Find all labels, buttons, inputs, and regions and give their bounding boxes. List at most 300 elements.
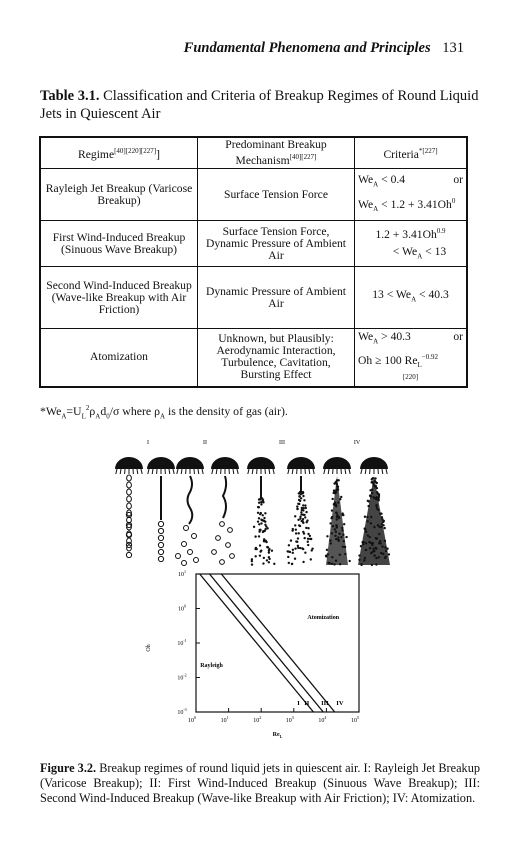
mechanism-cell: Unknown, but Plausibly: Aerodynamic Interaction, Turbulence, Cavitation, Bursting Effect [198,329,355,387]
spray-dot [388,553,390,555]
regime-cell: Rayleigh Jet Breakup (Varicose Breakup) [40,169,198,221]
spray-dot [326,535,328,537]
nozzle-icon [176,457,204,469]
spray-dot [363,559,365,561]
nozzle-icon [211,457,239,469]
spray-dot [338,533,340,535]
y-tick-exponent: 0 [184,603,186,609]
spray-dot [336,518,338,520]
breakup-regime-chart [146,569,359,739]
spray-dot [259,544,261,546]
nozzle-tooth [152,469,153,474]
y-tick-label: $10^{-2}$ [177,672,187,682]
nozzle-tooth [181,469,182,474]
jet-stream [223,476,226,518]
nozzle-icon [323,457,351,469]
nozzle-tooth [216,469,217,474]
nozzle-tooth [292,469,293,474]
spray-dot [325,555,327,557]
spray-dot [262,501,264,503]
spray-dot [335,511,337,513]
spray-dot [297,537,299,539]
spray-dot [262,514,264,516]
spray-dot [342,546,344,548]
spray-dot [331,556,333,558]
page-number: 131 [442,40,464,56]
regime-mark: IV [353,440,361,446]
spray-dot [273,563,275,565]
spray-dot [331,532,333,534]
spray-dot [257,520,259,522]
spray-dot [260,522,262,524]
x-tick-label: $10^0$ [188,715,196,724]
spray-dot [358,559,360,561]
nozzle-tooth [198,469,199,474]
spray-dot [370,522,372,524]
spray-dot [304,516,306,518]
regime-cell: Atomization [40,329,198,387]
spray-dot [375,537,377,539]
nozzle-tooth [116,469,117,474]
spray-dot [330,542,332,544]
spray-dot [298,532,300,534]
drop [158,535,163,540]
spray-dot [307,527,309,529]
spray-dot [310,538,312,540]
spray-dot [373,484,375,486]
drop [126,552,131,557]
drop [216,536,221,541]
spray-dot [342,514,344,516]
spray-dot [251,558,253,560]
spray-dot [386,547,388,549]
spray-dot [307,544,309,546]
spray-dot [373,526,375,528]
y-tick-label: $10^1$ [178,569,186,578]
spray-dot [377,524,379,526]
spray-dot [375,485,377,487]
spray-dot [310,558,312,560]
drop [220,560,225,565]
drop [182,542,187,547]
spray-dot [271,549,273,551]
drop [158,549,163,554]
spray-dot [332,525,334,527]
spray-dot [307,541,309,543]
spray-dot [364,527,366,529]
nozzle-tooth [202,469,203,474]
spray-dot [337,536,339,538]
nozzle-tooth [120,469,121,474]
spray-dot [331,563,333,565]
x-tick-label: $10^1$ [220,715,229,724]
spray-dot [254,535,256,537]
spray-dot [266,527,268,529]
drop [228,528,233,533]
spray-dot [340,536,342,538]
spray-dot [368,500,370,502]
spray-dot [365,531,367,533]
spray-dot [345,536,347,538]
spray-dot [259,513,261,515]
spray-dot [369,489,371,491]
table-caption-text: Classification and Criteria of Breakup Regimes of Round Liquid Jets in Quiescent Air [40,88,479,122]
spray-dot [336,516,338,518]
spray-dot [260,501,262,503]
spray-dot [374,497,376,499]
spray-dot [255,548,257,550]
spray-dot [381,516,383,518]
jet-stream [188,476,193,524]
spray-dot [374,477,376,479]
spray-dot [260,519,262,521]
x-tick-exponent: 5 [357,715,359,720]
spray-dot [365,542,367,544]
spray-dot [297,545,299,547]
spray-dot [382,521,384,523]
spray-dot [334,535,336,537]
regime-boundary-line [221,574,334,712]
spray-dot [378,495,380,497]
spray-dot [254,555,256,557]
spray-dot [268,561,270,563]
y-tick-exponent: -1 [183,638,187,643]
drop [192,534,197,539]
spray-dot [333,482,335,484]
spray-dot [264,530,266,532]
spray-dot [302,514,304,516]
spray-dot [311,548,313,550]
spray-dot [367,534,369,536]
spray-dot [304,551,306,553]
spray-dot [371,481,373,483]
spray-dot [305,507,307,509]
spray-dot [343,540,345,542]
spray-dot [373,550,375,552]
nozzle-tooth [288,469,289,474]
nozzle-icon [360,457,388,469]
chart-annotation: IV [336,699,344,707]
nozzle-tooth [386,469,387,474]
table-footnote: $*We_A=U_L^2\rho_Ad_0/\sigma$ where $\rho_A$ is the density of gas (air). [40,404,288,421]
x-tick-exponent: 4 [324,715,327,720]
spray-dot [366,516,368,518]
y-axis-label: Oh [146,644,152,652]
spray-dot [300,511,302,513]
spray-dot [360,563,362,565]
spray-dot [266,546,268,548]
chart-annotation: III [321,699,329,707]
spray-dot [330,517,332,519]
criteria-cell: $We_A < 0.4$ or $We_A < 1.2 + 3.41Oh^0$ [355,169,468,221]
spray-dot [266,559,268,561]
spray-dot [302,518,304,520]
spray-dot [298,495,300,497]
drop [182,561,187,566]
drop [194,558,199,563]
figure-caption-text: Breakup regimes of round liquid jets in quiescent air. I: Rayleigh Jet Breakup (Varicose Breakup); II: First Wind-Induced Breakup (Sinuous Wave Breakup); III: Second Wind-Induced Breakup (Wave-like Breakup with Air Friction); IV: Atomization. [40,761,480,805]
regime-boundary-line [210,574,324,712]
jet-bead [127,482,132,488]
nozzle-tooth [141,469,142,474]
drop [188,550,193,555]
spray-dot [302,507,304,509]
drop [220,522,225,527]
spray-dot [335,531,337,533]
spray-dot [337,486,339,488]
spray-dot [378,542,380,544]
regime-cell: First Wind-Induced Breakup (Sinuous Wave Breakup) [40,221,198,267]
spray-dot [307,538,309,540]
spray-dot [288,562,290,564]
spray-dot [287,556,289,558]
spray-dot [326,549,328,551]
spray-dot [382,524,384,526]
spray-dot [258,517,260,519]
nozzle-tooth [252,469,253,474]
header-criteria: Criteria$^{*[227]}$ [355,137,468,169]
spray-dot [299,517,301,519]
y-tick-label: $10^0$ [178,603,186,613]
spray-dot [376,487,378,489]
spray-dot [338,540,340,542]
spray-dot [364,557,366,559]
spray-dot [371,492,373,494]
spray-dot [384,557,386,559]
spray-dot [371,478,373,480]
spray-dot [336,526,338,528]
spray-dot [380,526,382,528]
nozzle-tooth [313,469,314,474]
spray-dot [327,562,329,564]
spray-dot [329,539,331,541]
spray-dot [339,563,341,565]
criteria-cell: $13 < We_A < 40.3$ [355,267,468,329]
drop [184,526,189,531]
nozzle-tooth [273,469,274,474]
spray-dot [287,550,289,552]
criteria-cell: $1.2 + 3.41Oh^{0.9}$ < $We_A < 13$ [355,221,468,267]
spray-dot [260,503,262,505]
regime-mark: III [279,440,285,446]
jet-bead [127,489,132,495]
spray-dot [383,527,385,529]
spray-dot [365,549,367,551]
spray-dot [268,556,270,558]
spray-dot [331,509,333,511]
spray-dot [259,550,261,552]
nozzle-tooth [309,469,310,474]
figure-caption-label: Figure 3.2. [40,761,97,775]
spray-dot [303,537,305,539]
y-tick-label: $10^{-1}$ [177,638,187,647]
spray-dot [253,526,255,528]
spray-dot [258,506,260,508]
spray-dot [263,557,265,559]
spray-dot [369,547,371,549]
spray-dot [251,563,253,565]
header-regime: Regime[40][220][227]] [40,137,198,169]
drop [158,542,163,547]
spray-dot [335,489,337,491]
chart-annotation: I [297,699,300,707]
spray-dot [342,534,344,536]
drop [158,521,163,526]
spray-dot [335,538,337,540]
spray-dot [333,563,335,565]
spray-dot [294,524,296,526]
spray-dot [379,540,381,542]
spray-dot [372,542,374,544]
x-tick-label: $10^4$ [318,715,327,724]
spray-dot [259,554,261,556]
spray-dot [290,539,292,541]
spray-dot [336,483,338,485]
x-tick-label: $10^2$ [253,715,262,724]
spray-dot [295,528,297,530]
spray-dot [375,547,377,549]
spray-dot [305,511,307,513]
spray-dot [263,517,265,519]
spray-dot [339,553,341,555]
mechanism-cell: Surface Tension Force [198,169,355,221]
spray-dot [294,515,296,517]
spray-dot [337,501,339,503]
spray-dot [378,499,380,501]
spray-dot [364,516,366,518]
drop [212,550,217,555]
spray-dot [309,535,311,537]
x-tick-exponent: 2 [259,715,262,720]
spray-dot [344,546,346,548]
spray-dot [373,554,375,556]
nozzle-icon [287,457,315,469]
spray-dot [371,564,373,566]
spray-dot [299,547,301,549]
spray-dot [305,527,307,529]
spray-dot [375,563,377,565]
nozzle-icon [115,457,143,469]
spray-dot [372,548,374,550]
x-tick-exponent: 1 [226,715,229,720]
nozzle-tooth [173,469,174,474]
spray-dot [384,546,386,548]
spray-dot [264,524,266,526]
spray-dot [340,496,342,498]
figure-caption [40,761,480,806]
x-tick-exponent: 0 [194,715,196,720]
jet-bead [127,475,132,481]
nozzle-tooth [212,469,213,474]
spray-dot [374,481,376,483]
spray-dot [384,540,386,542]
table-caption-label: Table 3.1. [40,88,100,104]
spray-dot [344,553,346,555]
spray-dot [301,547,303,549]
spray-dot [348,560,350,562]
spray-dot [295,532,297,534]
mechanism-cell: Surface Tension Force, Dynamic Pressure of Ambient Air [198,221,355,267]
spray-dot [259,529,261,531]
spray-dot [299,491,301,493]
x-tick-label: $10^5$ [351,715,359,724]
spray-dot [335,559,337,561]
nozzle-tooth [269,469,270,474]
spray-dot [370,516,372,518]
spray-dot [288,544,290,546]
spray-dot [369,494,371,496]
spray-dot [341,527,343,529]
spray-dot [367,505,369,507]
spray-dot [294,557,296,559]
spray-dot [302,561,304,563]
nozzle-tooth [324,469,325,474]
chart-annotation: II [304,699,310,707]
spray-dot [336,479,338,481]
spray-dot [369,536,371,538]
spray-dot [302,491,304,493]
running-head-title: Fundamental Phenomena and Principles [183,40,431,56]
jet-bead [127,496,132,502]
spray-dot [292,552,294,554]
spray-dot [268,549,270,551]
x-tick-label: $10^3$ [285,715,294,724]
spray-dot [377,509,379,511]
spray-dot [362,543,364,545]
spray-dot [341,529,343,531]
spray-dot [367,520,369,522]
y-tick-exponent: -3 [183,707,187,712]
spray-dot [303,499,305,501]
nozzle-tooth [345,469,346,474]
spray-dot [296,508,298,510]
spray-dot [331,498,333,500]
spray-dot [335,524,337,526]
nozzle-tooth [328,469,329,474]
drop [158,556,163,561]
spray-dot [378,533,380,535]
spray-dot [363,541,365,543]
drop [176,554,181,559]
spray-dot [358,554,360,556]
spray-dot [291,529,293,531]
regime-mark: I [147,440,149,446]
spray-dot [258,523,260,525]
spray-dot [343,523,345,525]
spray-dot [335,503,337,505]
spray-dot [292,549,294,551]
mechanism-cell: Dynamic Pressure of Ambient Air [198,267,355,329]
jet-bead [127,503,132,509]
spray-dot [297,503,299,505]
spray-dot [302,504,304,506]
regime-mark: II [203,440,207,446]
nozzle-tooth [248,469,249,474]
header-mechanism: Predominant Breakup Mechanism[40][227] [198,137,355,169]
spray-dot [258,498,260,500]
spray-dot [381,545,383,547]
drop [230,554,235,559]
spray-dot [298,524,300,526]
y-tick-label: $10^{-3}$ [177,707,187,716]
spray-dot [360,545,362,547]
drop [158,528,163,533]
spray-dot [375,557,377,559]
x-tick-exponent: 3 [291,715,294,720]
spray-dot [298,499,300,501]
spray-dot [295,540,297,542]
nozzle-tooth [177,469,178,474]
